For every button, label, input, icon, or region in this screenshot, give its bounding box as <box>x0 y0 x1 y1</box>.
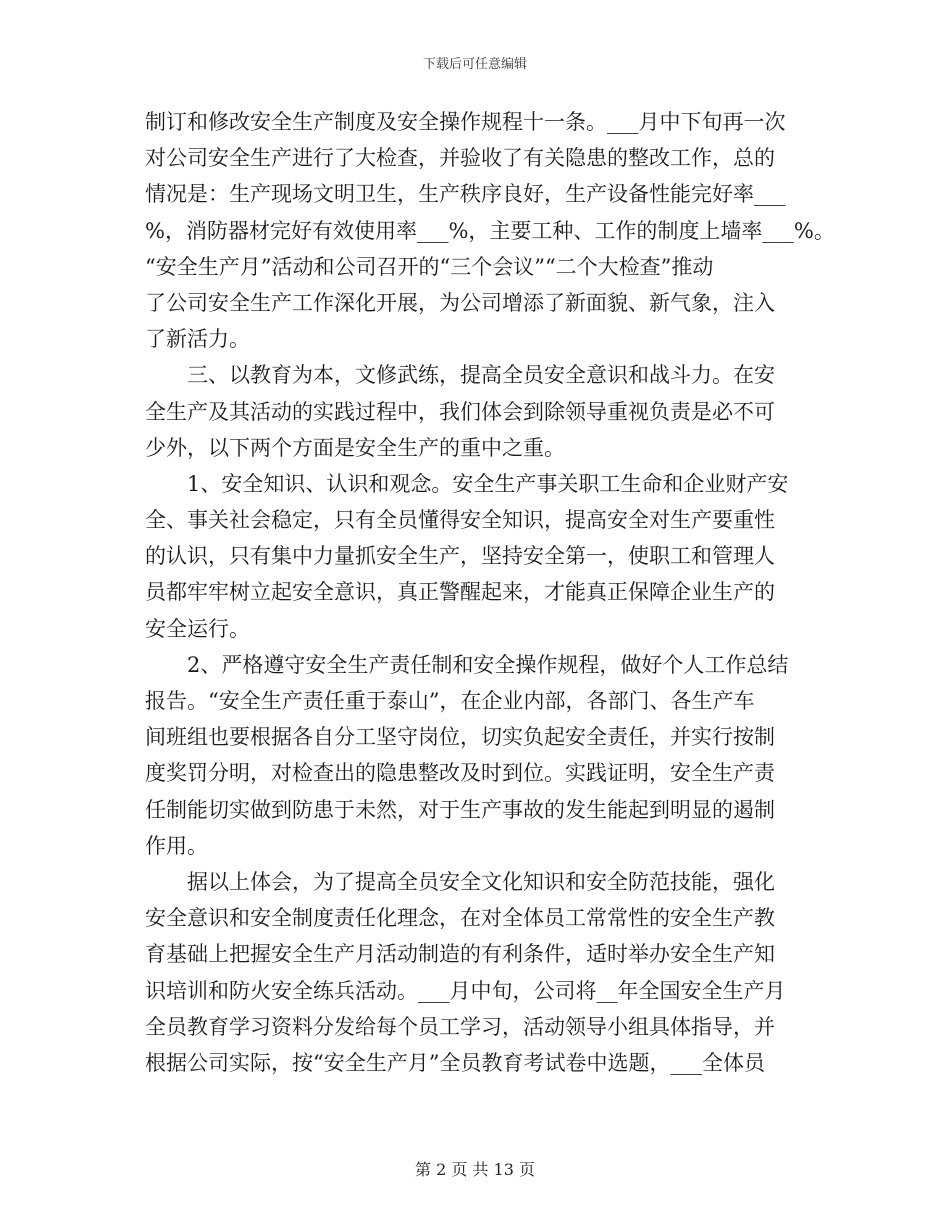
text-line: 育基础上把握安全生产月活动制造的有利条件，适时举办安全生产知 <box>145 942 775 967</box>
text-line: 了新活力。 <box>145 327 250 352</box>
text-line: 的认识，只有集中力量抓安全生产，坚持安全第一，使职工和管理人 <box>145 544 775 569</box>
text-line: 作用。 <box>145 833 208 858</box>
text-line: 任制能切实做到防患于未然，对于生产事故的发生能起到明显的遏制 <box>145 797 775 822</box>
page-header: 下载后可任意编辑 <box>422 57 527 72</box>
text-line: “安全生产月”活动和公司召开的“三个会议”“二个大检查”推动 <box>145 254 714 279</box>
text-line: 情况是：生产现场文明卫生，生产秩序良好，生产设备性能完好率___ <box>145 182 786 207</box>
text-line: 报告。“安全生产责任重于泰山”，在企业内部，各部门、各生产车 <box>145 689 755 713</box>
text-line: 员都牢牢树立起安全意识，真正警醒起来，才能真正保障企业生产的 <box>145 580 775 605</box>
text-line: 安全运行。 <box>145 616 250 641</box>
document-body <box>145 104 835 1081</box>
page-number: 第 2 页 共 13 页 <box>415 1160 535 1179</box>
text-line: 三、以教育为本，文修武练，提高全员安全意识和战斗力。在安 <box>187 363 775 388</box>
text-line: 度奖罚分明，对检查出的隐患整改及时到位。实践证明，安全生产责 <box>145 761 775 786</box>
text-line: 制订和修改安全生产制度及安全操作规程十一条。___月中下旬再一次 <box>145 110 786 134</box>
text-line: 全员教育学习资料分发给每个员工学习，活动领导小组具体指导，并 <box>145 1014 775 1039</box>
text-line: 全生产及其活动的实践过程中，我们体会到除领导重视负责是必不可 <box>145 399 775 424</box>
text-line: 1、安全知识、认识和观念。安全生产事关职工生命和企业财产安 <box>187 471 789 496</box>
text-line: 少外，以下两个方面是安全生产的重中之重。 <box>145 435 565 460</box>
text-line: 识培训和防火安全练兵活动。___月中旬，公司将__年全国安全生产月 <box>145 978 786 1003</box>
text-line: 安全意识和安全制度责任化理念，在对全体员工常常性的安全生产教 <box>145 906 775 931</box>
text-line: 间班组也要根据各自分工坚守岗位，切实负起安全责任，并实行按制 <box>145 725 775 750</box>
text-line: 根据公司实际，按“安全生产月”全员教育考试卷中选题，___全体员 <box>145 1050 765 1075</box>
text-line: 2、严格遵守安全生产责任制和安全操作规程，做好个人工作总结 <box>187 652 789 677</box>
text-line: 全、事关社会稳定，只有全员懂得安全知识，提高安全对生产要重性 <box>145 508 775 533</box>
text-line: %，消防器材完好有效使用率___%，主要工种、工作的制度上墙率___%。 <box>145 218 835 243</box>
text-line: 了公司安全生产工作深化开展，为公司增添了新面貌、新气象，注入 <box>145 290 775 315</box>
text-line: 对公司安全生产进行了大检查，并验收了有关隐患的整改工作，总的 <box>145 146 775 171</box>
text-line: 据以上体会，为了提高全员安全文化知识和安全防范技能，强化 <box>187 869 775 894</box>
